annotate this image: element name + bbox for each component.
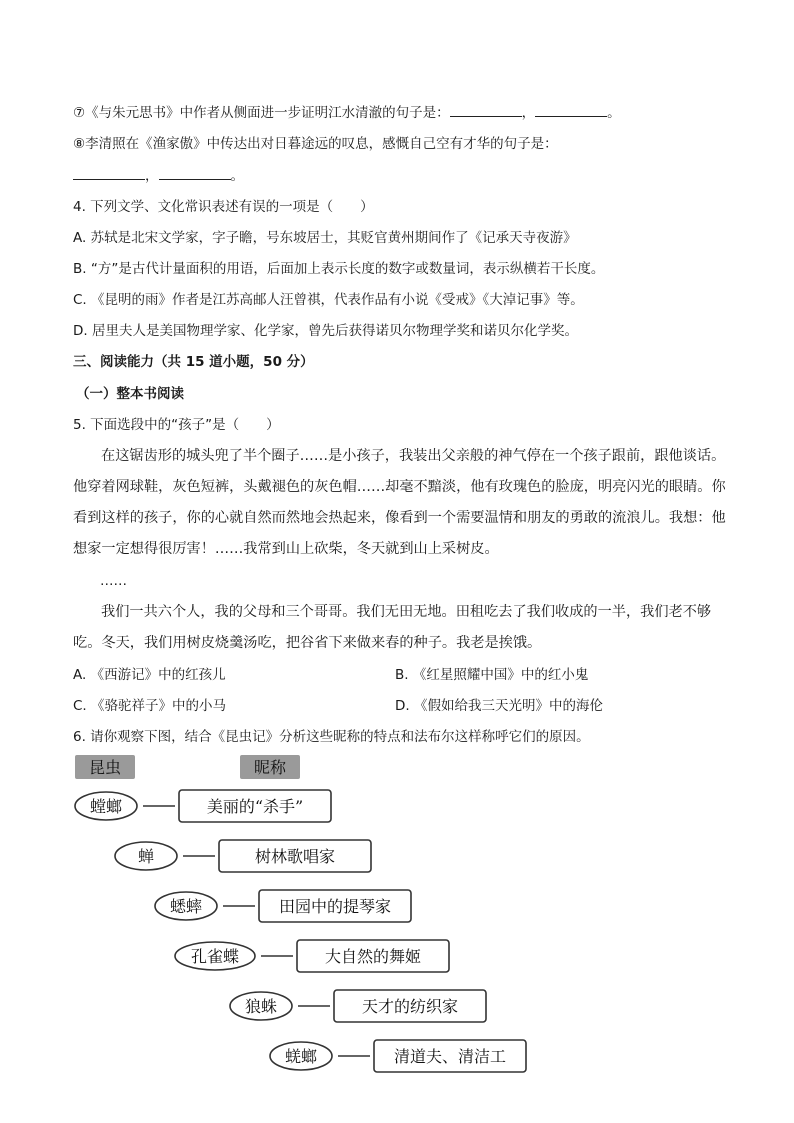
item7-blank-1[interactable] bbox=[450, 104, 522, 117]
insect-label: 孔雀蝶 bbox=[190, 947, 240, 966]
item8-blanks-line bbox=[73, 167, 244, 185]
nickname-label: 美丽的“杀手” bbox=[206, 797, 304, 816]
nickname-label: 树林歌唱家 bbox=[254, 847, 336, 866]
header-nickname-label: 昵称 bbox=[253, 758, 287, 777]
q6-stem: 6. 请你观察下图，结合《昆虫记》分析这些昵称的特点和法布尔这样称呼它们的原因。 bbox=[73, 729, 590, 745]
q5-ellipsis: …… bbox=[100, 573, 127, 589]
item7-text: ⑦《与朱元思书》中作者从侧面进一步证明江水清澈的句子是： bbox=[73, 105, 450, 121]
q4-option-b: B. “方”是古代计量面积的用语，后面加上表示长度的数字或数量词，表示纵横若干长度。 bbox=[73, 261, 605, 277]
item8-line bbox=[73, 135, 558, 153]
nickname-label: 田园中的提琴家 bbox=[278, 897, 392, 916]
q5-passage-1-text: 在这锯齿形的城头兜了半个圈子……是小孩子，我装出父亲般的神气停在一个孩子跟前，跟他谈话。他穿着网球鞋，灰色短裤，头戴褪色的灰色帽……却毫不黯淡，他有玫瑰色的脸庞，明亮闪光的眼睛。你看到这样的孩子，你的心就自然而然地会热起来，像看到一个需要温情和朋友的勇敢的流浪儿。我想：他想家一定想得很厉害！……我常到山上砍柴，冬天就到山上采树皮。 bbox=[73, 448, 726, 557]
q5-option-b: B. 《红星照耀中国》中的红小鬼 bbox=[395, 667, 589, 683]
item8-text: ⑧李清照在《渔家傲》中传达出对日暮途远的叹息，感慨自己空有才华的句子是： bbox=[73, 136, 558, 152]
q4-stem: 4. 下列文学、文化常识表述有误的一项是（ ） bbox=[73, 199, 374, 215]
section3-title: 三、阅读能力（共 15 道小题，50 分） bbox=[73, 354, 314, 370]
item8-end: 。 bbox=[230, 168, 244, 184]
item7-end: 。 bbox=[607, 105, 621, 121]
q4-option-c: C. 《昆明的雨》作者是江苏高邮人汪曾祺，代表作品有小说《受戒》《大淖记事》等。 bbox=[73, 292, 584, 308]
q5-option-c: C. 《骆驼祥子》中的小马 bbox=[73, 698, 227, 714]
item7-sep: ， bbox=[521, 105, 536, 121]
nickname-label: 大自然的舞姬 bbox=[324, 947, 422, 966]
item8-sep: ， bbox=[145, 168, 159, 184]
insect-label: 螳螂 bbox=[89, 797, 123, 816]
q4-option-a: A. 苏轼是北宋文学家，字子瞻，号东坡居士，其贬官黄州期间作了《记承天寺夜游》 bbox=[73, 230, 577, 246]
q4-option-d: D. 居里夫人是美国物理学家、化学家，曾先后获得诺贝尔物理学奖和诺贝尔化学奖。 bbox=[73, 323, 578, 339]
q5-option-d: D. 《假如给我三天光明》中的海伦 bbox=[395, 698, 603, 714]
item8-blank-2[interactable] bbox=[159, 167, 231, 180]
q5-passage-2 bbox=[73, 597, 733, 659]
nickname-label: 清道夫、清洁工 bbox=[393, 1047, 507, 1066]
item8-blank-1[interactable] bbox=[73, 167, 145, 180]
q5-passage-1 bbox=[73, 441, 733, 565]
item7-line bbox=[73, 104, 621, 122]
q5-stem: 5. 下面选段中的“孩子”是（ ） bbox=[73, 417, 280, 433]
insect-nickname-diagram bbox=[70, 750, 550, 1066]
nickname-label: 天才的纺织家 bbox=[361, 997, 459, 1016]
q5-option-a: A. 《西游记》中的红孩儿 bbox=[73, 667, 226, 683]
insect-label: 狼蛛 bbox=[244, 997, 278, 1016]
insect-label: 蜣螂 bbox=[284, 1047, 318, 1066]
item7-blank-2[interactable] bbox=[535, 104, 607, 117]
header-insect-label: 昆虫 bbox=[88, 758, 122, 777]
insect-label: 蝉 bbox=[137, 847, 155, 866]
insect-label: 蟋蟀 bbox=[169, 897, 203, 916]
q5-passage-2-text: 我们一共六个人，我的父母和三个哥哥。我们无田无地。田租吃去了我们收成的一半，我们老不够吃。冬天，我们用树皮烧羹汤吃，把谷省下来做来春的种子。我老是挨饿。 bbox=[73, 604, 712, 651]
section3-subtitle: （一）整本书阅读 bbox=[76, 386, 184, 402]
